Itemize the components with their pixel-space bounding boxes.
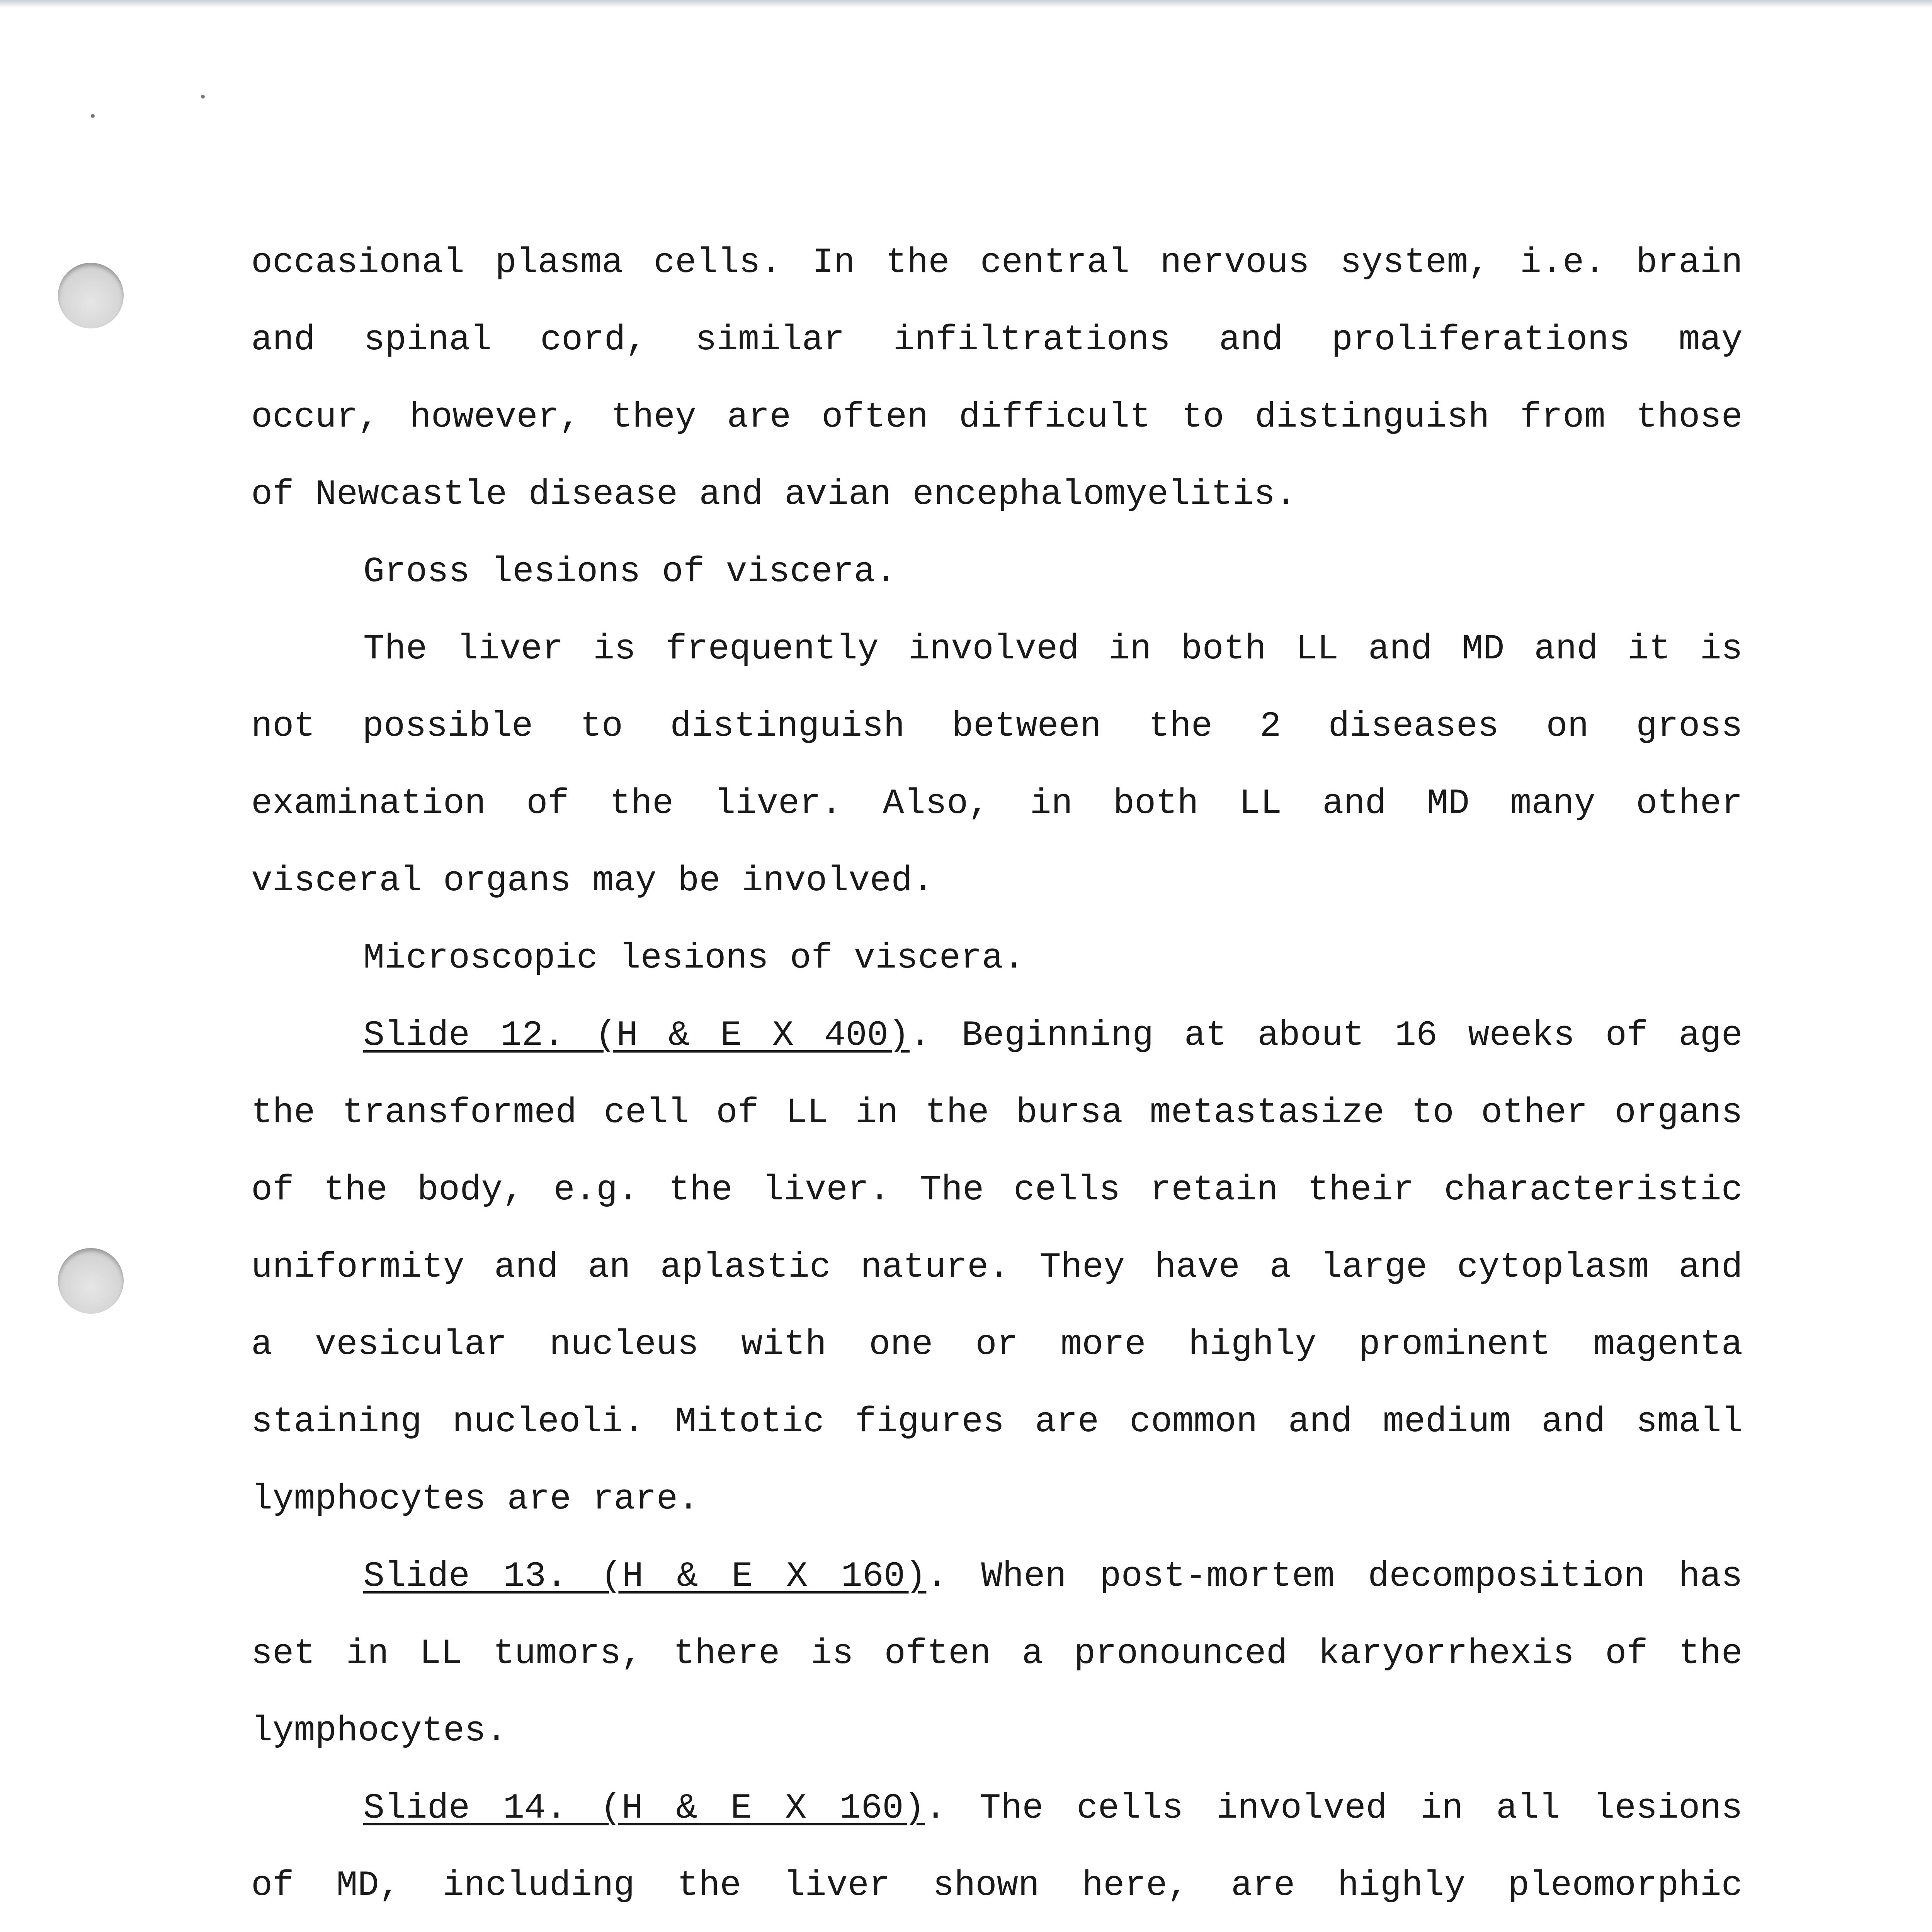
text-line: set in LL tumors, there is often a pronounced karyorrhexis of the <box>251 1633 1743 1674</box>
slide-13-reference: Slide 13. (H & E X 160) <box>363 1556 927 1597</box>
binder-hole-middle <box>58 1248 124 1314</box>
slide-13-first-line <box>251 1538 1743 1615</box>
text-line: a vesicular nucleus with one or more highly prominent magenta <box>251 1324 1743 1365</box>
slide-12-reference: Slide 12. (H & E X 400) <box>363 1015 910 1056</box>
scan-speck <box>201 95 205 99</box>
text-line: not possible to distinguish between the 2 diseases on gross <box>251 706 1743 747</box>
binder-hole-top <box>58 263 124 328</box>
text-line: and spinal cord, similar infiltrations and proliferations may <box>251 320 1743 360</box>
text-line <box>251 1924 1743 1932</box>
text-line: of MD, including the liver shown here, are highly pleomorphic <box>251 1865 1743 1906</box>
text-line: of Newcastle disease and avian encephalomyelitis. <box>251 474 1297 515</box>
scan-speck <box>91 114 95 118</box>
text-span: . Beginning at about 16 weeks of age <box>910 1015 1743 1056</box>
text-line: lymphocytes. <box>251 1711 507 1751</box>
text-span: . The cells involved in all lesions <box>925 1788 1743 1828</box>
section-heading-gross-lesions: Gross lesions of viscera. <box>363 551 897 592</box>
section-heading-microscopic-lesions: Microscopic lesions of viscera. <box>363 938 1025 978</box>
text-span: . When post-mortem decomposition has <box>926 1556 1743 1597</box>
text-line: examination of the liver. Also, in both LL and MD many other <box>251 783 1743 824</box>
text-line: occasional plasma cells. In the central nervous system, i.e. brain <box>251 242 1743 283</box>
slide-12-first-line <box>251 997 1743 1074</box>
text-line: staining nucleoli. Mitotic figures are common and medium and small <box>251 1401 1743 1442</box>
text-line: lymphocytes are rare. <box>251 1479 699 1519</box>
page-top-edge <box>0 0 1932 8</box>
text-line: uniformity and an aplastic nature. They have a large cytoplasm and <box>251 1247 1743 1287</box>
slide-14-first-line <box>251 1770 1743 1847</box>
text-line: occur, however, they are often difficult to distinguish from those <box>251 397 1743 437</box>
text-line: visceral organs may be involved. <box>251 861 934 901</box>
text-line: of the body, e.g. the liver. The cells retain their characteristic <box>251 1170 1743 1210</box>
text-line: The liver is frequently involved in both LL and MD and it is <box>363 629 1743 669</box>
document-body <box>251 224 1743 1932</box>
slide-14-reference: Slide 14. (H & E X 160) <box>363 1788 925 1828</box>
text-line: the transformed cell of LL in the bursa metastasize to other organs <box>251 1092 1743 1133</box>
